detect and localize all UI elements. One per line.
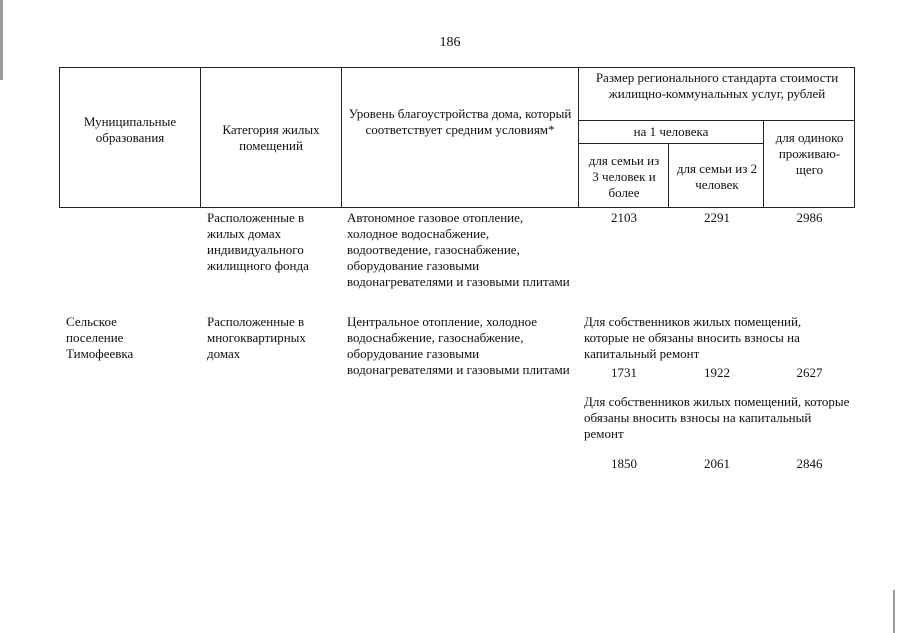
header-per-person: на 1 человека [633,124,709,139]
not-obliged-family3: 1731 [611,365,637,380]
header-category: Категория жилых помещений [222,122,320,153]
row1-family3: 2103 [611,210,637,225]
header-standard: Размер регионального стандарта стоимости жилищно-коммунальных услуг, рублей [595,70,839,101]
row1-category: Расположенные в жилых домах индивидуального жилищного фонда [207,210,309,273]
obliged-family2: 2061 [704,456,730,471]
header-level: Уровень благоустройства дома, который соответствует средним условиям* [348,106,572,137]
page-number: 186 [439,35,461,50]
not-obliged-single: 2627 [796,365,823,380]
row1-single: 2986 [796,210,823,225]
row1-level: Автономное газовое отопление, холодное водоснабжение, водоотведение, газоснабжение, оборудование газовыми водонагревателями и газовыми плитами [347,210,570,289]
note-obliged: Для собственников жилых помещений, которые обязаны вносить взносы на капитальный ремонт [584,394,850,441]
scan-edge-mark [893,590,895,633]
obliged-family3: 1850 [611,456,637,471]
row1-family2: 2291 [704,210,730,225]
scan-edge-mark [0,0,3,80]
header-single: для одиноко проживаю-щего [775,130,844,177]
header-family2: для семьи из 2 человек [676,161,758,192]
municipality-name: Сельское поселение Тимофеевка [66,314,134,361]
obliged-single: 2846 [796,456,823,471]
not-obliged-family2: 1922 [704,365,730,380]
header-family3: для семьи из 3 человек и более [588,153,660,200]
note-not-obliged: Для собственников жилых помещений, которые не обязаны вносить взносы на капитальный ремонт [584,314,802,361]
header-municipality: Муниципальные образования [83,114,177,145]
row2-level: Центральное отопление, холодное водоснабжение, газоснабжение, оборудование газовыми водонагревателями и газовыми плитами [347,314,570,377]
row2-category: Расположенные в многоквартирных домах [207,314,306,361]
